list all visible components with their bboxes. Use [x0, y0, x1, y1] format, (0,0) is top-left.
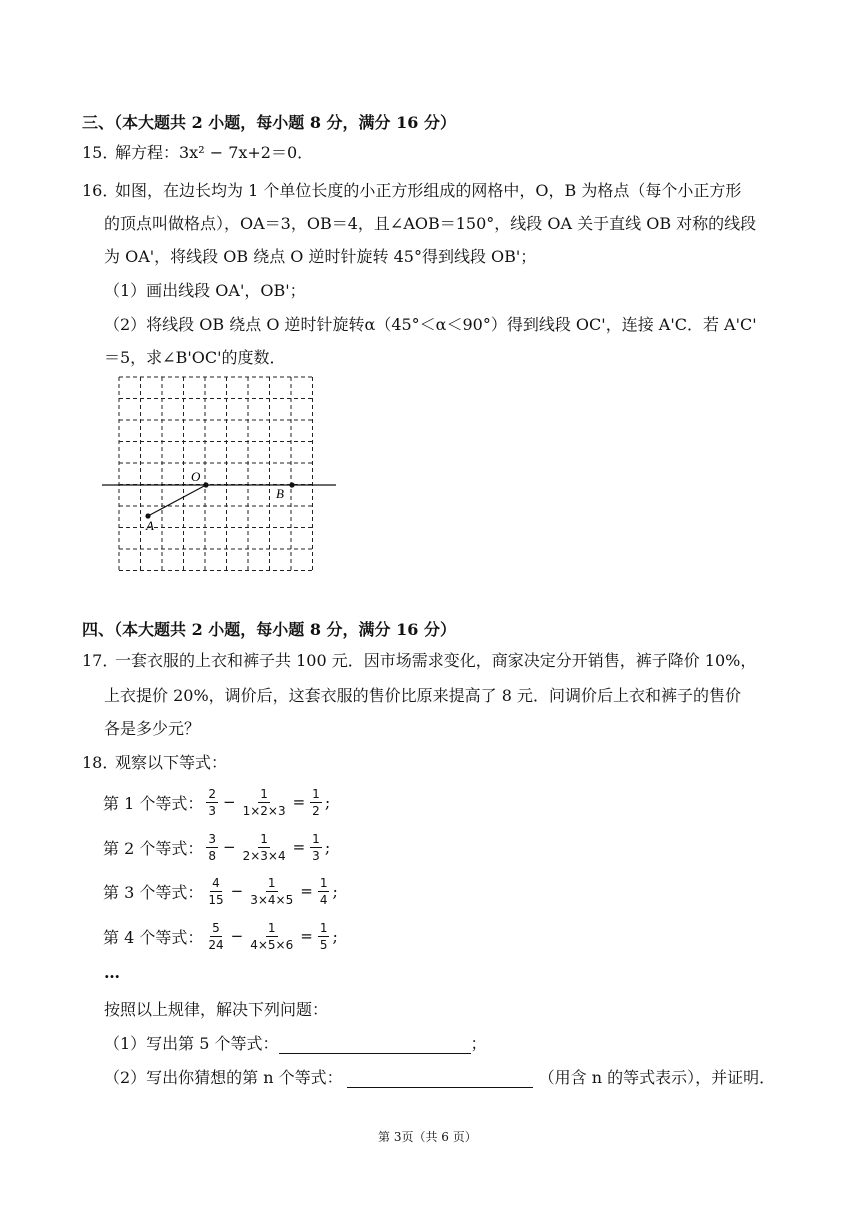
q18-part-2-end: （用含 n 的等式表示），并证明． [538, 1068, 776, 1087]
q17-line-1: 一套衣服的上衣和裤子共 100 元．因市场需求变化，商家决定分开销售，裤子降价 10%， [115, 651, 757, 670]
semicolon: ; [324, 792, 331, 812]
fraction-b: $\frac{1}{4\times 5\times 6}$ [250, 920, 294, 952]
equation-label: 第 3 个等式： [103, 882, 204, 902]
minus-sign: − [223, 793, 236, 811]
q17-line-3: 各是多少元？ [104, 719, 201, 738]
semicolon: ; [332, 926, 338, 946]
q17-number: 17． [82, 651, 119, 670]
q18-equation-2 [103, 825, 330, 869]
fraction-a: $\frac{2}{3}$ [208, 786, 216, 818]
q18-part-1-end: ； [470, 1034, 487, 1053]
fraction-b: $\frac{1}{3\times 4\times 5}$ [250, 875, 294, 907]
point-o [203, 482, 208, 487]
q16-part-1: （1）画出线段 OA'，OB'； [104, 281, 306, 300]
q18-part-1 [104, 1034, 487, 1054]
fraction-a: $\frac{3}{8}$ [208, 831, 216, 863]
q16-number: 16． [82, 181, 119, 200]
q15-number: 15． [82, 143, 119, 162]
q18-part-1-label: （1）写出第 5 个等式： [104, 1034, 279, 1053]
equals-sign: = [292, 838, 306, 856]
q18-part-2-label: （2）写出你猜想的第 n 个等式： [104, 1068, 343, 1087]
label-o: O [191, 469, 201, 484]
section-4-heading: 四、（本大题共 2 小题，每小题 8 分，满分 16 分） [82, 620, 456, 639]
q18-ellipsis: … [104, 963, 120, 982]
q18-equation-3 [103, 869, 338, 913]
q16-line-2: 的顶点叫做格点），OA＝3，OB＝4，且∠AOB＝150°，线段 OA 关于直线 OB 对称的线段 [104, 214, 757, 233]
q16-line-1: 如图，在边长均为 1 个单位长度的小正方形组成的网格中，O，B 为格点（每个小正方形 [115, 181, 742, 200]
equals-sign: = [300, 927, 313, 945]
semicolon: ; [332, 881, 338, 901]
q18-part-2 [104, 1068, 775, 1088]
q18-intro: 观察以下等式： [115, 753, 228, 772]
minus-sign: − [223, 838, 236, 856]
label-b: B [276, 486, 284, 501]
q18-equation-4 [103, 914, 338, 958]
q16-grid-figure [100, 374, 340, 579]
q15-text: 解方程：3x² − 7x+2＝0． [115, 143, 314, 162]
fraction-b: $\frac{1}{1\times 2\times 3}$ [242, 786, 286, 818]
fraction-c: $\frac{1}{4}$ [319, 875, 328, 907]
answer-blank-2[interactable] [347, 1069, 533, 1088]
fraction-c: $\frac{1}{3}$ [312, 831, 320, 863]
fraction-c: $\frac{1}{5}$ [319, 920, 328, 952]
answer-blank-1[interactable] [279, 1035, 471, 1054]
q18-number: 18． [82, 753, 119, 772]
point-b [289, 482, 294, 487]
label-a: A [146, 518, 154, 533]
grid-svg [100, 374, 340, 579]
section-3-heading: 三、（本大题共 2 小题，每小题 8 分，满分 16 分） [82, 113, 456, 132]
q18-instruction: 按照以上规律，解决下列问题： [104, 1000, 329, 1019]
equation-label: 第 2 个等式： [103, 838, 204, 858]
page-footer: 第 3页（共 6 页） [378, 1130, 477, 1144]
q16-part-2-line-2: ＝5，求∠B'OC'的度数． [104, 348, 286, 367]
q17-line-2: 上衣提价 20%，调价后，这套衣服的售价比原来提高了 8 元．问调价后上衣和裤子的售价 [104, 686, 742, 705]
fraction-a: $\frac{5}{24}$ [208, 920, 224, 952]
segment-oa [148, 485, 206, 516]
minus-sign: − [230, 882, 244, 900]
semicolon: ; [324, 837, 331, 857]
fraction-a: $\frac{4}{15}$ [208, 875, 224, 907]
q16-part-2-line-1: （2）将线段 OB 绕点 O 逆时针旋转α（45°＜α＜90°）得到线段 OC'，连接 A'C．若 A'C' [104, 315, 757, 334]
equals-sign: = [300, 882, 313, 900]
fraction-c: $\frac{1}{2}$ [312, 786, 320, 818]
q16-line-3: 为 OA'，将线段 OB 绕点 O 逆时针旋转 45°得到线段 OB'； [104, 247, 537, 266]
equation-label: 第 4 个等式： [103, 927, 204, 947]
fraction-b: $\frac{1}{2\times 3\times 4}$ [242, 831, 286, 863]
q18-equation-1 [103, 780, 330, 824]
minus-sign: − [230, 927, 244, 945]
grid-lines [119, 377, 313, 571]
equals-sign: = [292, 793, 306, 811]
equation-label: 第 1 个等式： [103, 793, 204, 813]
